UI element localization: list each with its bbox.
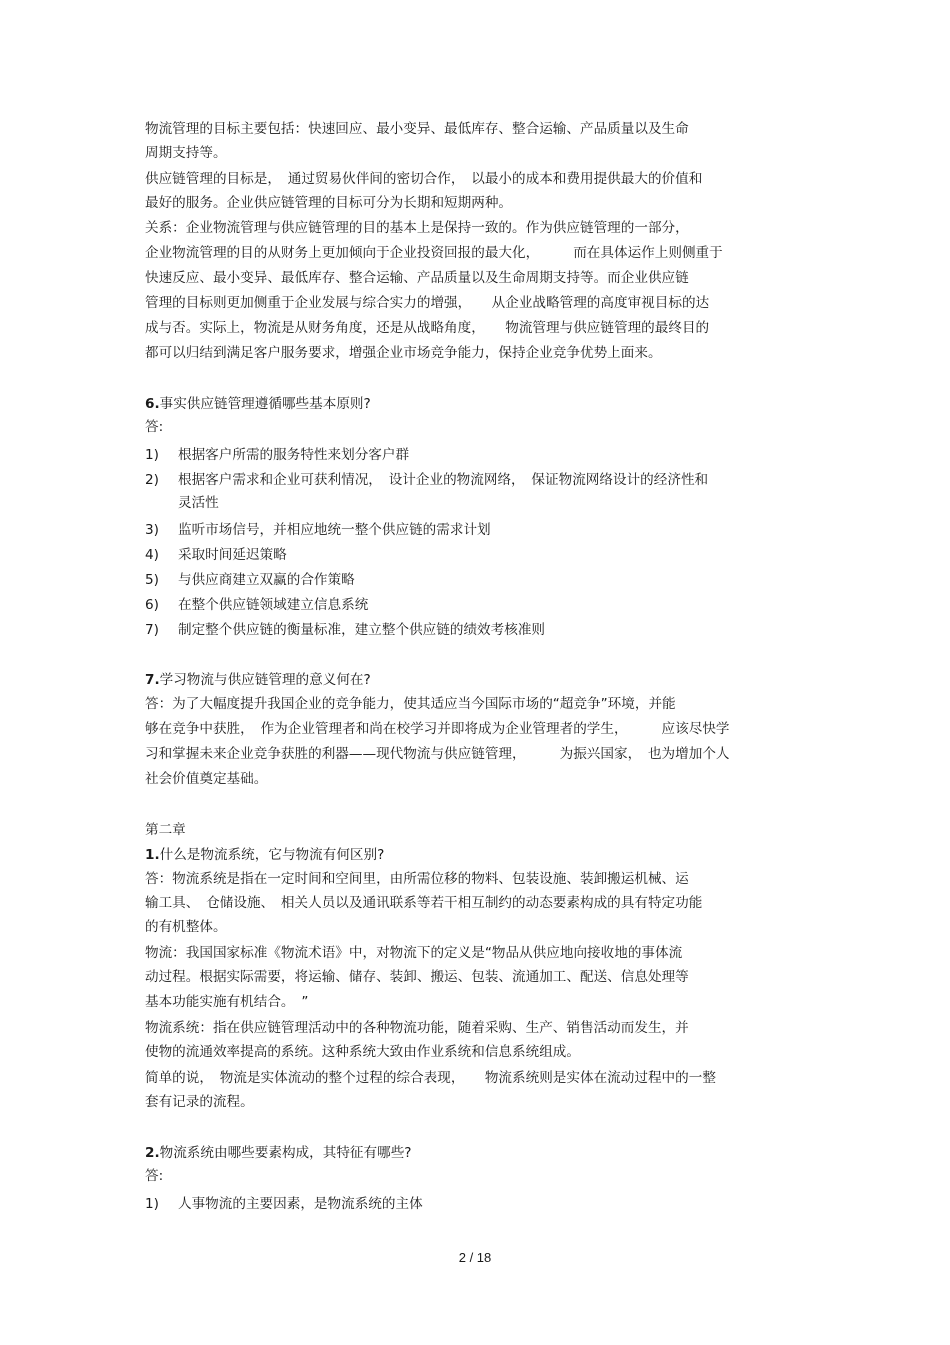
question-heading	[145, 1143, 412, 1163]
answer-line: 动过程。根据实际需要，将运输、储存、装卸、搬运、包装、流通加工、配送、信息处理等	[145, 969, 689, 985]
list-item-continuation: 灵活性	[178, 495, 219, 511]
paragraph-line: 都可以归结到满足客户服务要求，增强企业市场竞争能力，保持企业竞争优势上面来。	[145, 345, 662, 361]
answer-line: 社会价值奠定基础。	[145, 771, 268, 787]
list-item: 制定整个供应链的衡量标准，建立整个供应链的绩效考核准则	[178, 622, 546, 638]
list-item: 采取时间延迟策略	[178, 547, 287, 563]
answer-line: 套有记录的流程。	[145, 1094, 254, 1110]
question-heading	[145, 394, 371, 414]
answer-label: 答:	[145, 419, 164, 435]
question-number: 1.	[145, 847, 160, 863]
answer-line: 使物的流通效率提高的系统。这种系统大致由作业系统和信息系统组成。	[145, 1044, 580, 1060]
answer-line: 简单的说， 物流是实体流动的整个过程的综合表现， 物流系统则是实体在流动过程中的一整	[145, 1070, 716, 1086]
list-number: 1)	[145, 447, 159, 463]
list-number: 5)	[145, 572, 159, 588]
list-number: 6)	[145, 597, 159, 613]
list-item: 根据客户所需的服务特性来划分客户群	[178, 447, 410, 463]
answer-line: 够在竞争中获胜， 作为企业管理者和尚在校学习并即将成为企业管理者的学生， 应该尽快学	[145, 721, 730, 737]
answer-line: 基本功能实施有机结合。 ”	[145, 994, 309, 1010]
question-title: 什么是物流系统，它与物流有何区别?	[159, 847, 385, 863]
answer-line: 物流：我国国家标准《物流术语》中，对物流下的定义是“物品从供应地向接收地的事体流	[145, 945, 683, 961]
answer-line: 答：物流系统是指在一定时间和空间里，由所需位移的物料、包装设施、装卸搬运机械、运	[145, 871, 689, 887]
list-item: 根据客户需求和企业可获利情况， 设计企业的物流网络， 保证物流网络设计的经济性和	[178, 472, 709, 488]
question-number: 6.	[145, 396, 160, 412]
paragraph-line: 物流管理的目标主要包括：快速回应、最小变异、最低库存、整合运输、产品质量以及生命	[145, 121, 689, 137]
paragraph-line: 快速反应、最小变异、最低库存、整合运输、产品质量以及生命周期支持等。而企业供应链	[145, 270, 689, 286]
question-title: 物流系统由哪些要素构成，其特征有哪些?	[159, 1145, 412, 1161]
question-title: 学习物流与供应链管理的意义何在?	[159, 672, 371, 688]
list-item: 人事物流的主要因素，是物流系统的主体	[178, 1196, 423, 1212]
paragraph-line: 企业物流管理的目的从财务上更加倾向于企业投资回报的最大化， 而在具体运作上则侧重于	[145, 245, 723, 261]
paragraph-line: 关系：企业物流管理与供应链管理的目的基本上是保持一致的。作为供应链管理的一部分，	[145, 220, 689, 236]
list-item: 在整个供应链领域建立信息系统	[178, 597, 369, 613]
question-number: 7.	[145, 672, 160, 688]
page-number: 2 / 18	[458, 1250, 492, 1265]
list-item: 监听市场信号，并相应地统一整个供应链的需求计划	[178, 522, 491, 538]
answer-label: 答:	[145, 1168, 164, 1184]
answer-line: 习和掌握未来企业竞争获胜的利器——现代物流与供应链管理， 为振兴国家， 也为增加个人	[145, 746, 730, 762]
question-title: 事实供应链管理遵循哪些基本原则?	[159, 396, 371, 412]
question-heading	[145, 670, 371, 690]
answer-line: 答：为了大幅度提升我国企业的竞争能力，使其适应当今国际市场的“超竞争”环境，并能	[145, 696, 676, 712]
list-number: 3)	[145, 522, 159, 538]
list-number: 1)	[145, 1196, 159, 1212]
chapter-heading: 第二章	[145, 822, 186, 838]
question-heading	[145, 845, 384, 865]
list-number: 4)	[145, 547, 159, 563]
paragraph-line: 最好的服务。企业供应链管理的目标可分为长期和短期两种。	[145, 195, 513, 211]
paragraph-line: 管理的目标则更加侧重于企业发展与综合实力的增强， 从企业战略管理的高度审视目标的达	[145, 295, 710, 311]
question-number: 2.	[145, 1145, 160, 1161]
paragraph-line: 成与否。实际上，物流是从财务角度，还是从战略角度， 物流管理与供应链管理的最终目的	[145, 320, 710, 336]
paragraph-line: 供应链管理的目标是， 通过贸易伙伴间的密切合作， 以最小的成本和费用提供最大的价值和	[145, 171, 703, 187]
answer-line: 物流系统：指在供应链管理活动中的各种物流功能，随着采购、生产、销售活动而发生，并	[145, 1020, 689, 1036]
answer-line: 的有机整体。	[145, 919, 227, 935]
list-item: 与供应商建立双赢的合作策略	[178, 572, 355, 588]
answer-line: 输工具、 仓储设施、 相关人员以及通讯联系等若干相互制约的动态要素构成的具有特定功能	[145, 895, 703, 911]
paragraph-line: 周期支持等。	[145, 145, 227, 161]
list-number: 2)	[145, 472, 159, 488]
list-number: 7)	[145, 622, 159, 638]
